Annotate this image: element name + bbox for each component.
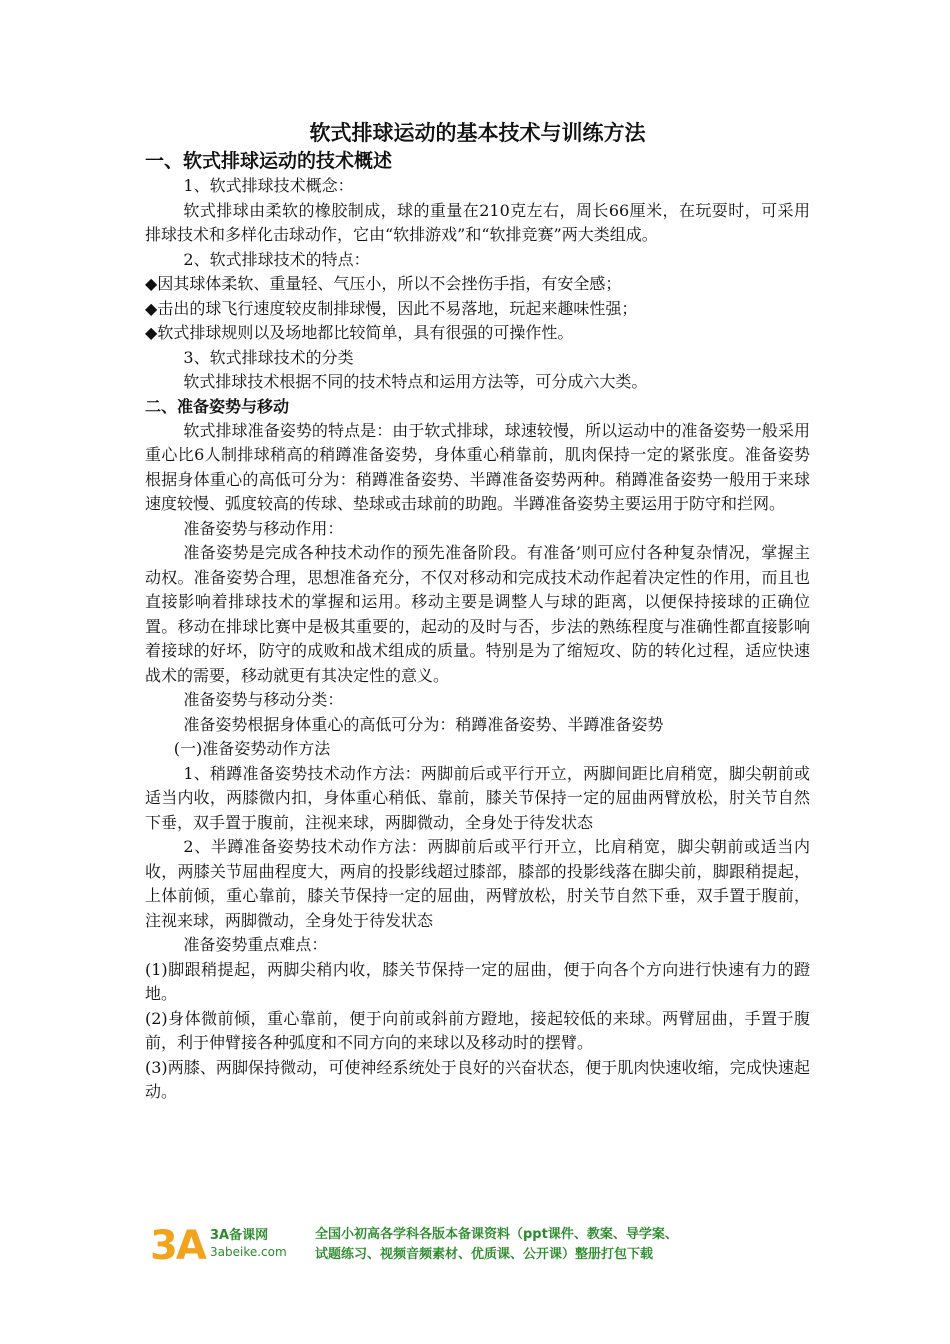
logo-site-name: 3A备课网 bbox=[210, 1228, 269, 1243]
promo-text bbox=[315, 1225, 825, 1265]
promo-line: 全国小初高各学科各版本备课资料（ppt课件、教案、导学案、 bbox=[315, 1227, 678, 1242]
document-page bbox=[145, 118, 810, 1105]
section1-heading: 一、软式排球运动的技术概述 bbox=[145, 150, 393, 172]
section1-subheading-features: 2、软式排球技术的特点： bbox=[183, 249, 370, 269]
method-heading: (一)准备姿势动作方法 bbox=[173, 739, 331, 758]
section1-paragraph-concept: 软式排球由柔软的橡胶制成，球的重量在210克左右，周长66厘米，在玩耍时，可采用排球技术和多样化击球动作，它由“软排游戏”和“软排竞赛”两大类组成。 bbox=[145, 200, 810, 244]
section2-subheading-role: 准备姿势与移动作用： bbox=[183, 518, 344, 538]
method-paragraph: 1、稍蹲准备姿势技术动作方法：两脚前后或平行开立，两脚间距比肩稍宽，脚尖朝前或适当内收，两膝微内扣，身体重心稍低、靠前，膝关节保持一定的屈曲两臂放松，肘关节自然下垂，双手置于腹前，注视来球，两脚微动，全身处于待发状态 bbox=[145, 763, 810, 832]
section2-subheading-class: 准备姿势与移动分类： bbox=[183, 690, 344, 709]
method-paragraph: 2、半蹲准备姿势技术动作方法：两脚前后或平行开立，比肩稍宽，脚尖朝前或适当内收，两膝关节屈曲程度大，两肩的投影线超过膝部，膝部的投影线落在脚尖前，脚跟稍提起，上体前倾，重心靠前，膝关节保持一定的屈曲，两臂放松，肘关节自然下垂，双手置于腹前，注视来球，两脚微动，全身处于待发状态 bbox=[145, 837, 810, 930]
promo-line: 试题练习、视频音频素材、优质课、公开课）整册打包下载 bbox=[315, 1247, 654, 1262]
feature-bullet: ◆ 软式排球规则以及场地都比较简单，具有很强的可操作性。 bbox=[145, 321, 810, 346]
section1-subheading-concept: 1、软式排球技术概念： bbox=[183, 176, 354, 195]
feature-bullet: ◆ 因其球体柔软、重量轻、气压小，所以不会挫伤手指，有安全感； bbox=[145, 272, 810, 297]
logo-site-url[interactable]: 3abeike.com bbox=[210, 1245, 287, 1259]
section2-heading: 二、准备姿势与移动 bbox=[145, 396, 290, 416]
feature-bullet: ◆ 击出的球飞行速度较皮制排球慢，因此不易落地，玩起来趣味性强； bbox=[145, 297, 810, 322]
document-title: 软式排球运动的基本技术与训练方法 bbox=[309, 120, 646, 145]
footer-banner bbox=[150, 1223, 820, 1269]
section1-subheading-classification: 3、软式排球技术的分类 bbox=[183, 347, 354, 367]
key-points-heading: 准备姿势重点难点： bbox=[183, 935, 328, 954]
section2-paragraph-intro: 软式排球准备姿势的特点是：由于软式排球，球速较慢，所以运动中的准备姿势一般采用重心比6人制排球稍高的稍蹲准备姿势，身体重心稍靠前，肌肉保持一定的紧张度。准备姿势根据身体重心的高低可分为：稍蹲准备姿势、半蹲准备姿势两种。稍蹲准备姿势一般用于来球速度较慢、弧度较高的传球、垫球或击球前的助跑。半蹲准备姿势主要运用于防守和拦网。 bbox=[145, 420, 810, 513]
key-point-item: (2)身体微前倾，重心靠前，便于向前或斜前方蹬地，接起较低的来球。两臂屈曲，手置于腹前，利于伸臂接各种弧度和不同方向的来球以及移动时的摆臂。 bbox=[145, 1008, 810, 1052]
key-point-item: (3)两膝、两脚保持微动，可使神经系统处于良好的兴奋状态，便于肌肉快速收缩，完成快速起动。 bbox=[145, 1057, 810, 1101]
logo-mark: 3A bbox=[150, 1223, 205, 1269]
section2-paragraph-role: 准备姿势是完成各种技术动作的预先准备阶段。有准备’则可应付各种复杂情况，掌握主动权。准备姿势合理，思想准备充分，不仅对移动和完成技术动作起着决定性的作用，而且也直接影响着排球技术的掌握和运用。移动主要是调整人与球的距离，以便保持接球的正确位置。移动在排球比赛中是极其重要的，起动的及时与否，步法的熟练程度与准确性都直接影响着接球的好坏，防守的成败和战术组成的质量。特别是为了缩短攻、防的转化过程，适应快速战术的需要，移动就更有其决定性的意义。 bbox=[145, 543, 810, 685]
section1-paragraph-classification: 软式排球技术根据不同的技术特点和运用方法等，可分成六大类。 bbox=[183, 372, 648, 391]
section2-paragraph-class: 准备姿势根据身体重心的高低可分为：稍蹲准备姿势、半蹲准备姿势 bbox=[183, 714, 664, 734]
key-point-item: (1)脚跟稍提起，两脚尖稍内收，膝关节保持一定的屈曲，便于向各个方向进行快速有力的蹬地。 bbox=[145, 959, 810, 1003]
